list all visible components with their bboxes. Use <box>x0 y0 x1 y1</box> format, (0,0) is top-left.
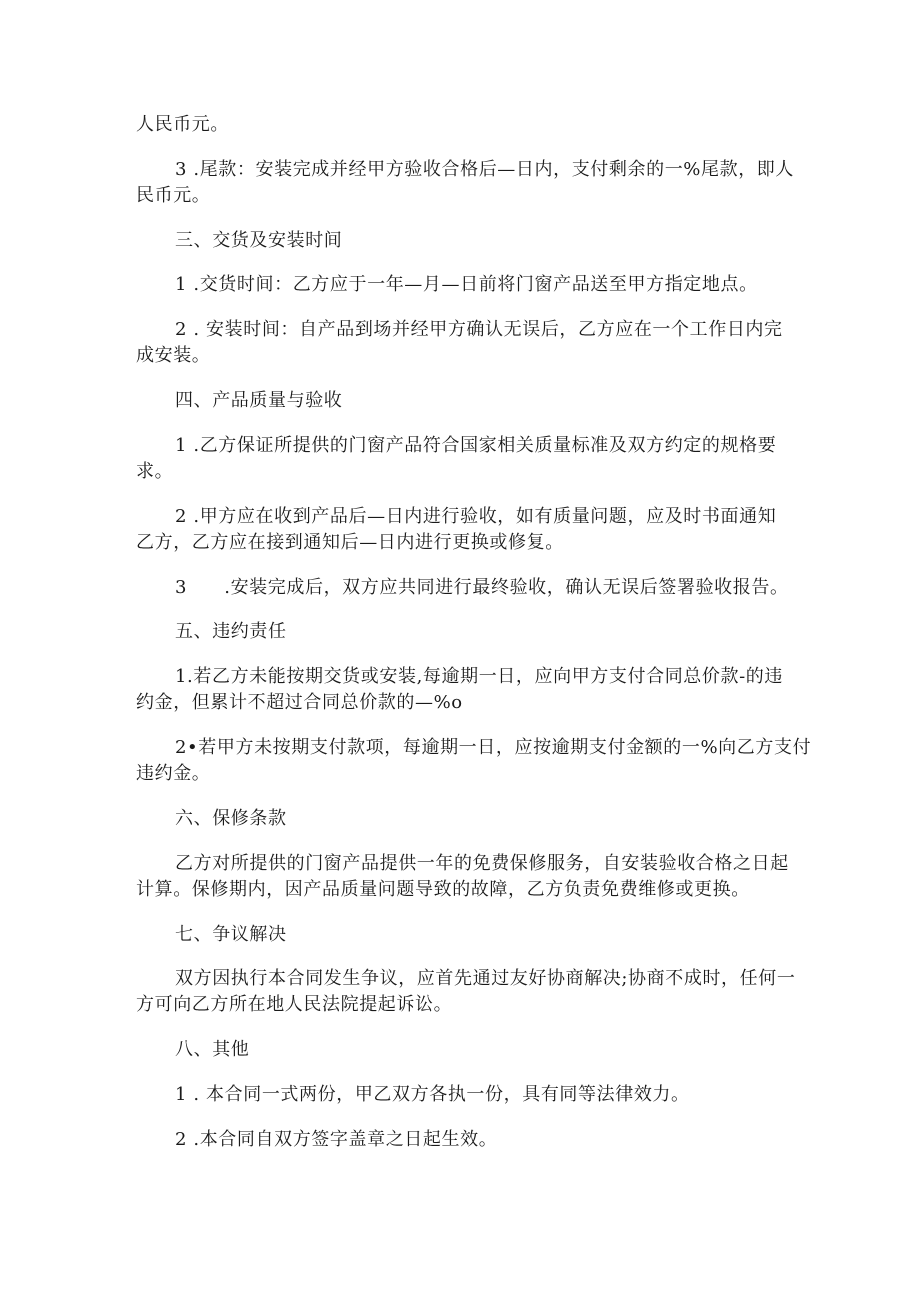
text-line: 2 . 安装时间：自产品到场并经甲方确认无误后，乙方应在一个工作日内完 <box>175 319 783 340</box>
text-line: 1 .交货时间：乙方应于一年—月—日前将门窗产品送至甲方指定地点。 <box>175 274 758 295</box>
text-line: 3 .尾款：安装完成并经甲方验收合格后—日内，支付剩余的一%尾款，即人 <box>175 159 794 180</box>
text-line: 双方因执行本合同发生争议，应首先通过友好协商解决;协商不成时，任何一 <box>175 968 796 989</box>
section-heading: 六、保修条款 <box>175 808 287 829</box>
section-heading: 八、其他 <box>175 1039 250 1060</box>
text-line: 违约金。 <box>136 763 211 784</box>
text-line: 计算。保修期内，因产品质量问题导致的故障，乙方负责免费维修或更换。 <box>136 879 750 900</box>
section-heading: 三、交货及安装时间 <box>175 230 343 251</box>
text-line: 1 . 本合同一式两份，甲乙双方各执一份，具有同等法律效力。 <box>175 1084 690 1105</box>
text-line: 3 .安装完成后，双方应共同进行最终验收，确认无误后签署验收报告。 <box>175 577 789 598</box>
text-line: 2•若甲方未按期支付款项，每逾期一日，应按逾期支付金额的一%向乙方支付 <box>175 737 812 758</box>
text-line: 乙方对所提供的门窗产品提供一年的免费保修服务，自安装验收合格之日起 <box>175 853 789 874</box>
text-line: 成安装。 <box>136 345 211 366</box>
text-line: 1.若乙方未能按期交货或安装,每逾期一日，应向甲方支付合同总价款-的违 <box>175 666 783 687</box>
text-line: 方可向乙方所在地人民法院提起诉讼。 <box>136 994 453 1015</box>
text-line: 2 .本合同自双方签字盖章之日起生效。 <box>175 1129 498 1150</box>
text-line: 人民币元。 <box>136 114 229 135</box>
section-heading: 五、违约责任 <box>175 621 287 642</box>
text-line: 乙方，乙方应在接到通知后—日内进行更换或修复。 <box>136 532 564 553</box>
text-line: 民币元。 <box>136 185 211 206</box>
text-line: 2 .甲方应在收到产品后—日内进行验收，如有质量问题，应及时书面通知 <box>175 506 777 527</box>
text-line: 约金，但累计不超过合同总价款的—%o <box>136 692 463 713</box>
text-line: 求。 <box>136 461 174 482</box>
text-line: 1 .乙方保证所提供的门窗产品符合国家相关质量标准及双方约定的规格要 <box>175 435 777 456</box>
section-heading: 七、争议解决 <box>175 924 287 945</box>
section-heading: 四、产品质量与验收 <box>175 390 343 411</box>
